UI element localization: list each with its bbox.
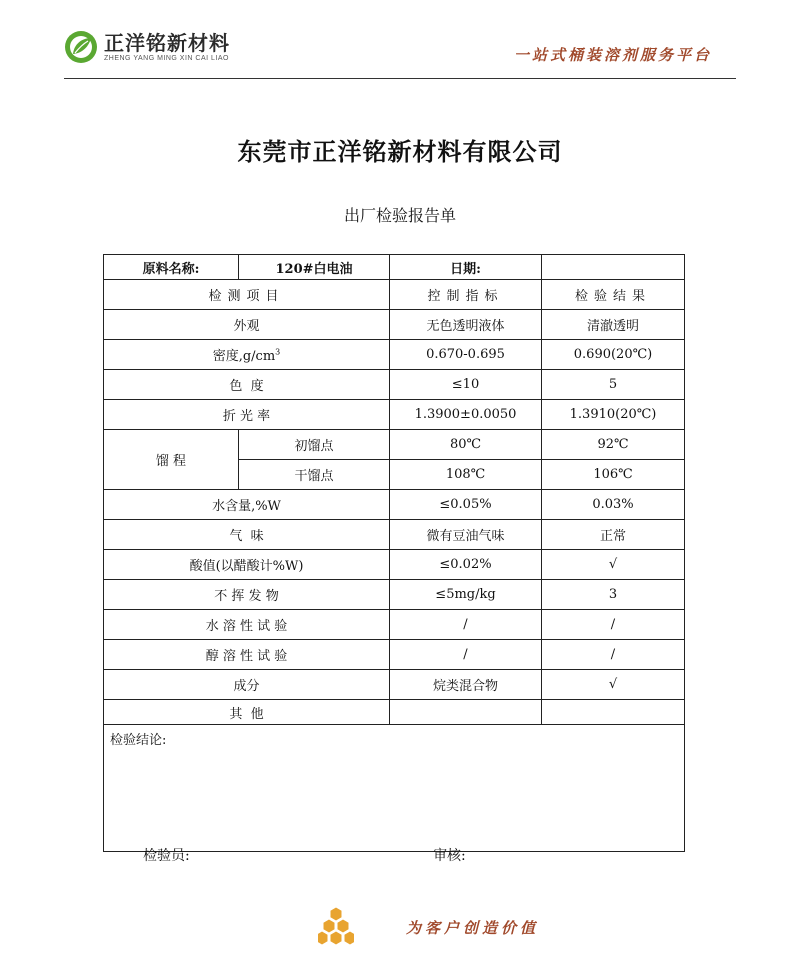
row-result: 正常	[542, 520, 685, 550]
material-value: 120#白电油	[239, 255, 390, 280]
table-row	[104, 640, 685, 670]
table-row	[104, 400, 685, 430]
row-result: 106℃	[542, 460, 685, 490]
row-item: 气 味	[104, 520, 390, 550]
date-value	[542, 255, 685, 280]
table-row	[104, 520, 685, 550]
row-spec: 1.3900±0.0050	[390, 400, 542, 430]
row-result: 0.03%	[542, 490, 685, 520]
row-result: 92℃	[542, 430, 685, 460]
row-item-superscript: 3	[275, 347, 281, 357]
row-spec: 108℃	[390, 460, 542, 490]
info-row	[104, 255, 685, 280]
row-result	[542, 700, 685, 725]
footer-slogan: 为客户创造价值	[406, 919, 540, 937]
row-item: 其 他	[104, 700, 390, 725]
row-result: 0.690(20℃)	[542, 340, 685, 370]
table-row	[104, 430, 685, 460]
logo-chinese-name: 正洋铭新材料	[104, 30, 230, 55]
page-header	[0, 0, 800, 80]
row-item: 水含量,%W	[104, 490, 390, 520]
company-name: 东莞市正洋铭新材料有限公司	[237, 138, 563, 166]
report-title: 出厂检验报告单	[343, 206, 456, 225]
conclusion-cell	[104, 725, 685, 852]
row-spec: 0.670-0.695	[390, 340, 542, 370]
row-result: √	[542, 670, 685, 700]
table-row	[104, 310, 685, 340]
column-header-row	[104, 280, 685, 310]
row-spec: ≤10	[390, 370, 542, 400]
row-item: 不 挥 发 物	[104, 580, 390, 610]
row-item: 折 光 率	[104, 400, 390, 430]
material-label: 原料名称:	[104, 255, 239, 280]
row-item: 外观	[104, 310, 390, 340]
header-divider	[64, 78, 736, 79]
logo-english-name: ZHENG YANG MING XIN CAI LIAO	[104, 54, 229, 62]
row-spec: ≤5mg/kg	[390, 580, 542, 610]
row-item-text: 密度,g/cm	[212, 349, 276, 364]
column-header-result: 检验结果	[542, 280, 685, 310]
reviewer-label: 审核:	[433, 848, 466, 864]
row-group-distillation: 馏 程	[104, 430, 239, 490]
inspector-label: 检验员:	[143, 848, 190, 864]
row-spec: 烷类混合物	[390, 670, 542, 700]
row-result: 1.3910(20℃)	[542, 400, 685, 430]
table-row	[104, 550, 685, 580]
row-item: 醇 溶 性 试 验	[104, 640, 390, 670]
column-header-item: 检测项目	[104, 280, 390, 310]
leaf-logo-icon	[64, 30, 98, 64]
row-item: 酸值(以醋酸计%W)	[104, 550, 390, 580]
row-item	[104, 340, 390, 370]
row-spec: 微有豆油气味	[390, 520, 542, 550]
row-spec: 无色透明液体	[390, 310, 542, 340]
company-logo	[64, 30, 230, 64]
table-row	[104, 490, 685, 520]
row-result: 5	[542, 370, 685, 400]
row-result: 3	[542, 580, 685, 610]
header-slogan: 一站式桶装溶剂服务平台	[513, 46, 712, 64]
row-spec: ≤0.05%	[390, 490, 542, 520]
row-spec: 80℃	[390, 430, 542, 460]
date-label: 日期:	[390, 255, 542, 280]
conclusion-label: 检验结论:	[110, 733, 167, 748]
table-row	[104, 670, 685, 700]
row-item: 干馏点	[239, 460, 390, 490]
row-result: /	[542, 640, 685, 670]
table-row	[104, 580, 685, 610]
row-spec	[390, 700, 542, 725]
table-row	[104, 340, 685, 370]
row-item: 水 溶 性 试 验	[104, 610, 390, 640]
row-spec: /	[390, 640, 542, 670]
column-header-spec: 控制指标	[390, 280, 542, 310]
inspection-table	[103, 254, 685, 852]
table-row	[104, 700, 685, 725]
row-result: √	[542, 550, 685, 580]
conclusion-row	[104, 725, 685, 852]
table-row	[104, 370, 685, 400]
row-result: /	[542, 610, 685, 640]
row-spec: ≤0.02%	[390, 550, 542, 580]
row-result: 清澈透明	[542, 310, 685, 340]
row-spec: /	[390, 610, 542, 640]
row-item: 色 度	[104, 370, 390, 400]
table-row	[104, 610, 685, 640]
honeycomb-icon	[318, 906, 354, 946]
row-item: 成分	[104, 670, 390, 700]
row-item: 初馏点	[239, 430, 390, 460]
